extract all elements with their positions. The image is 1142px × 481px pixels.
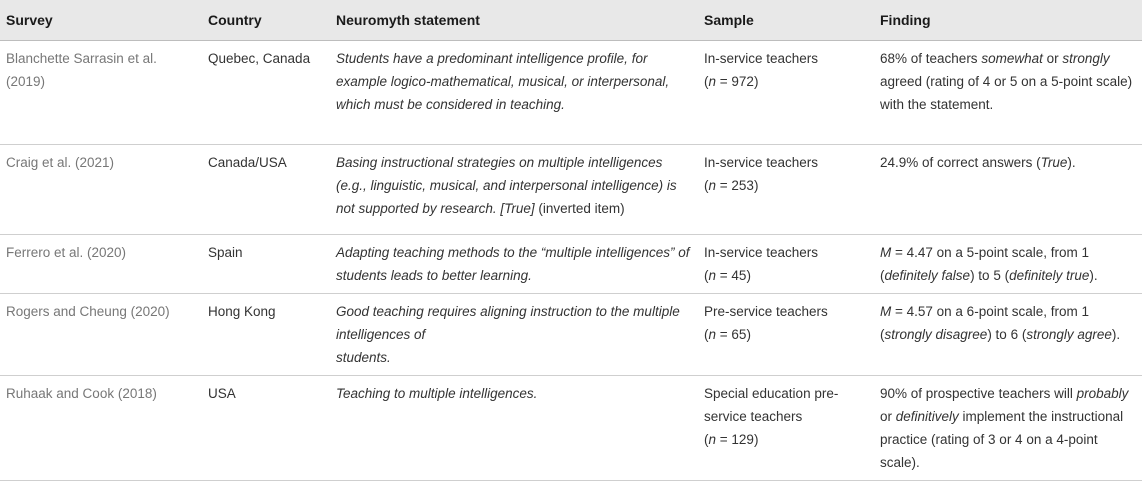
finding-text: ) to 5 (	[970, 268, 1010, 283]
country-cell: USA	[202, 376, 330, 481]
finding-text: 90% of prospective teachers will	[880, 386, 1077, 401]
finding-text: ).	[1089, 268, 1098, 283]
finding-text: = 4.47 on a 5-point scale, from 1 (	[880, 245, 1089, 283]
n-variable: n	[708, 178, 717, 193]
sample-n: 253	[731, 178, 754, 193]
sample-n: 972	[731, 74, 754, 89]
survey-cell: Craig et al. (2021)	[0, 145, 202, 235]
sample-group: Special education pre-service teachers	[704, 386, 839, 424]
finding-text: 24.9% of correct answers (	[880, 155, 1041, 170]
sample-n: 65	[731, 327, 747, 342]
sample-cell	[698, 376, 874, 481]
n-open: (	[704, 178, 709, 193]
sample-group: In-service teachers	[704, 51, 819, 66]
finding-text: implement the instructional practice (rating of 3 or 4 on a 4-point scale).	[880, 409, 1124, 470]
header-sample: Sample	[698, 0, 874, 41]
finding-cell	[874, 376, 1142, 481]
table-row	[0, 145, 1142, 235]
statement-cell: Students have a predominant intelligence profile, for example logico-mathematical, musical, or interpersonal, which must be considered in teaching.	[330, 41, 698, 145]
header-country: Country	[202, 0, 330, 41]
sample-n: 45	[731, 268, 747, 283]
header-finding: Finding	[874, 0, 1142, 41]
finding-cell	[874, 294, 1142, 376]
finding-text: ).	[1067, 155, 1076, 170]
n-open: (	[704, 268, 709, 283]
sample-cell	[698, 145, 874, 235]
finding-mean-symbol: M	[880, 304, 892, 319]
finding-cell	[874, 41, 1142, 145]
n-close: )	[753, 432, 759, 447]
finding-text: or	[1042, 51, 1063, 66]
finding-text: ).	[1111, 327, 1121, 342]
sample-cell	[698, 294, 874, 376]
n-equals: =	[716, 432, 732, 447]
country-cell: Spain	[202, 235, 330, 294]
sample-group: In-service teachers	[704, 245, 819, 260]
country-cell: Canada/USA	[202, 145, 330, 235]
sample-group: Pre-service teachers	[704, 304, 828, 319]
n-equals: =	[716, 327, 732, 342]
country-cell: Quebec, Canada	[202, 41, 330, 145]
statement-cell: Adapting teaching methods to the “multiple intelligences” of students leads to better learning.	[330, 235, 698, 294]
survey-cell: Ferrero et al. (2020)	[0, 235, 202, 294]
finding-text: = 4.57 on a 6-point scale, from 1 (	[880, 304, 1089, 342]
sample-cell	[698, 235, 874, 294]
finding-cell	[874, 235, 1142, 294]
n-variable: n	[708, 327, 717, 342]
country-cell: Hong Kong	[202, 294, 330, 376]
statement-cell: Teaching to multiple intelligences.	[330, 376, 698, 481]
n-close: )	[746, 327, 751, 342]
sample-cell	[698, 41, 874, 145]
finding-cell	[874, 145, 1142, 235]
n-open: (	[704, 74, 709, 89]
n-equals: =	[716, 74, 732, 89]
n-variable: n	[708, 268, 717, 283]
header-statement: Neuromyth statement	[330, 0, 698, 41]
finding-emphasis: probably	[1076, 386, 1129, 401]
n-open: (	[704, 327, 709, 342]
table-row	[0, 376, 1142, 481]
finding-emphasis: definitely false	[884, 268, 971, 283]
n-variable: n	[708, 74, 717, 89]
n-close: )	[746, 268, 751, 283]
statement-cell	[330, 145, 698, 235]
table-row	[0, 294, 1142, 376]
n-close: )	[753, 74, 759, 89]
statement-text: students.	[336, 350, 391, 365]
header-row	[0, 0, 1142, 41]
sample-n: 129	[731, 432, 754, 447]
finding-text: agreed (rating of 4 or 5 on a 5-point scale) with the statement.	[880, 74, 1133, 112]
survey-cell: Blanchette Sarrasin et al. (2019)	[0, 41, 202, 145]
statement-text: Good teaching requires aligning instruction to the multiple intelligences of	[336, 304, 680, 342]
header-survey: Survey	[0, 0, 202, 41]
finding-emphasis: definitively	[895, 409, 959, 424]
survey-cell: Ruhaak and Cook (2018)	[0, 376, 202, 481]
finding-text: 68% of teachers	[880, 51, 982, 66]
finding-mean-symbol: M	[880, 245, 892, 260]
statement-note: (inverted item)	[534, 201, 625, 216]
sample-group: In-service teachers	[704, 155, 819, 170]
n-equals: =	[716, 268, 732, 283]
finding-emphasis: strongly	[1062, 51, 1110, 66]
n-variable: n	[708, 432, 717, 447]
finding-emphasis: strongly agree	[1026, 327, 1112, 342]
survey-cell: Rogers and Cheung (2020)	[0, 294, 202, 376]
finding-text: or	[880, 409, 896, 424]
statement-text: Basing instructional strategies on multiple intelligences (e.g., linguistic, musical, and interpersonal intelligence) is not supported by research. [True]	[336, 155, 677, 216]
n-close: )	[753, 178, 759, 193]
finding-emphasis: definitely true	[1009, 268, 1090, 283]
finding-emphasis: strongly disagree	[884, 327, 988, 342]
table-row	[0, 235, 1142, 294]
table-row	[0, 41, 1142, 145]
finding-emphasis: somewhat	[981, 51, 1043, 66]
finding-text: ) to 6 (	[987, 327, 1027, 342]
finding-emphasis: True	[1040, 155, 1068, 170]
n-equals: =	[716, 178, 732, 193]
statement-cell	[330, 294, 698, 376]
n-open: (	[704, 432, 709, 447]
